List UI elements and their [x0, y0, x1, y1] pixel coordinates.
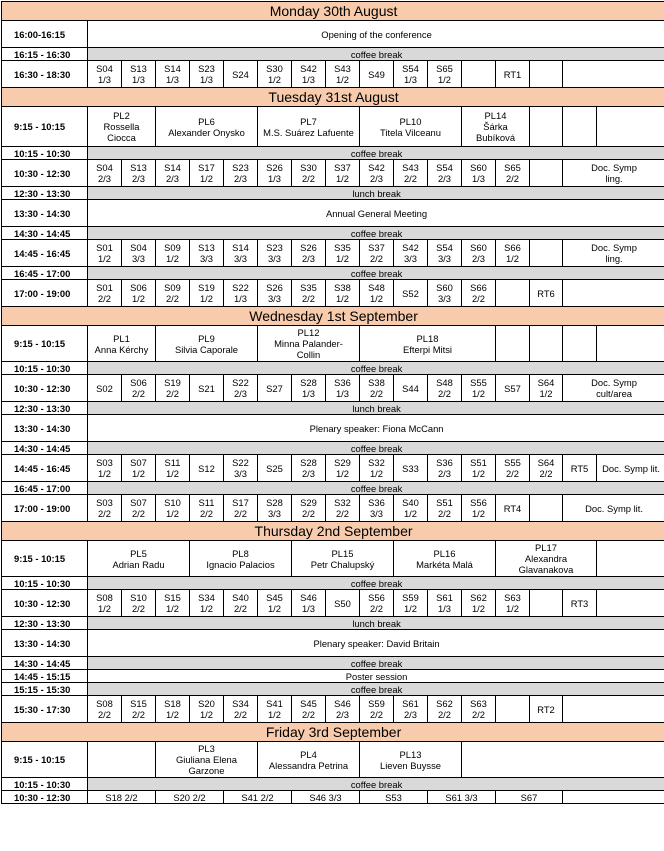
plenary-cell[interactable]: PL14 Šárka Bubíková — [462, 107, 530, 147]
session-cell[interactable]: S67 — [496, 791, 563, 804]
time-slot: 9:15 - 10:15 — [2, 541, 88, 577]
session-cell[interactable] — [597, 590, 664, 617]
break-label: coffee break — [88, 778, 664, 791]
conference-schedule-table — [1, 1, 664, 804]
session-cell[interactable] — [496, 280, 530, 307]
session-cell[interactable]: S66 2/2 — [462, 280, 496, 307]
plenary-cell[interactable]: PL4 Alessandra Petrina — [258, 742, 360, 778]
session-cell[interactable]: S04 3/3 — [122, 240, 156, 267]
session-cell[interactable]: S26 2/3 — [292, 240, 326, 267]
session-cell[interactable]: S56 2/2 — [360, 590, 394, 617]
session-cell[interactable]: S22 3/3 — [224, 455, 258, 482]
break-row — [2, 482, 664, 495]
time-slot: 15:30 - 17:30 — [2, 696, 88, 723]
plenary-cell[interactable] — [563, 107, 597, 147]
session-cell[interactable]: S46 3/3 — [292, 791, 360, 804]
session-cell[interactable]: S32 1/2 — [360, 455, 394, 482]
session-cell[interactable]: Doc. Symp lit. — [597, 455, 664, 482]
time-slot: 14:45 - 15:15 — [2, 670, 88, 683]
session-cell[interactable]: S46 2/3 — [326, 696, 360, 723]
time-slot: 17:00 - 19:00 — [2, 280, 88, 307]
event-label: Plenary speaker: David Britain — [88, 630, 664, 657]
time-slot: 16:15 - 16:30 — [2, 48, 88, 61]
time-slot: 9:15 - 10:15 — [2, 107, 88, 147]
session-cell[interactable]: S42 2/3 — [360, 160, 394, 187]
session-cell[interactable]: S28 1/3 — [292, 375, 326, 402]
session-cell[interactable]: S20 1/2 — [190, 696, 224, 723]
session-cell[interactable]: S04 1/3 — [88, 61, 122, 88]
plenary-cell[interactable]: PL7 M.S. Suárez Lafuente — [258, 107, 360, 147]
session-cell[interactable]: S56 1/2 — [462, 495, 496, 522]
session-cell[interactable]: S18 2/2 — [88, 791, 156, 804]
break-label: lunch break — [88, 617, 664, 630]
session-cell[interactable]: S26 3/3 — [258, 280, 292, 307]
break-label: coffee break — [88, 267, 664, 280]
break-label: coffee break — [88, 442, 664, 455]
break-label: coffee break — [88, 657, 664, 670]
session-cell[interactable]: Doc. Symp lit. — [563, 495, 664, 522]
session-cell[interactable]: S03 1/2 — [88, 455, 122, 482]
plenary-cell[interactable]: PL15 Petr Chalupský — [292, 541, 394, 577]
session-cell[interactable]: S46 1/3 — [292, 590, 326, 617]
session-cell[interactable]: S64 2/2 — [530, 455, 563, 482]
break-label: coffee break — [88, 482, 664, 495]
plenary-cell[interactable] — [496, 326, 530, 362]
session-cell[interactable]: S26 1/3 — [258, 160, 292, 187]
day-title: Friday 3rd September — [2, 723, 664, 742]
schedule-row — [2, 455, 664, 482]
session-cell[interactable]: S36 2/3 — [428, 455, 462, 482]
time-slot: 10:15 - 10:30 — [2, 147, 88, 160]
session-cell[interactable]: S42 1/3 — [292, 61, 326, 88]
day-title: Monday 30th August — [2, 2, 664, 21]
schedule-row — [2, 107, 664, 147]
session-cell[interactable]: RT5 — [563, 455, 597, 482]
plenary-cell[interactable]: PL10 Titela Vilceanu — [360, 107, 462, 147]
break-row — [2, 267, 664, 280]
time-slot: 10:30 - 12:30 — [2, 160, 88, 187]
time-slot: 12:30 - 13:30 — [2, 402, 88, 415]
plenary-cell[interactable] — [530, 326, 563, 362]
time-slot: 9:15 - 10:15 — [2, 742, 88, 778]
session-cell[interactable]: S12 — [190, 455, 224, 482]
break-row — [2, 657, 664, 670]
session-cell[interactable]: S35 2/2 — [292, 280, 326, 307]
session-cell[interactable]: S55 2/2 — [496, 455, 530, 482]
session-cell[interactable]: S23 3/3 — [258, 240, 292, 267]
session-cell[interactable]: S62 1/2 — [462, 590, 496, 617]
plenary-cell[interactable]: PL18 Efterpi Mitsi — [360, 326, 496, 362]
session-cell[interactable]: S29 1/2 — [326, 455, 360, 482]
session-cell[interactable]: S40 2/2 — [224, 590, 258, 617]
schedule-row — [2, 415, 664, 442]
break-row — [2, 778, 664, 791]
session-cell[interactable]: S54 1/3 — [394, 61, 428, 88]
session-cell[interactable]: S45 2/2 — [292, 696, 326, 723]
session-cell[interactable]: RT3 — [563, 590, 597, 617]
session-cell[interactable]: S61 3/3 — [428, 791, 496, 804]
schedule-row — [2, 696, 664, 723]
plenary-cell[interactable]: PL16 Markéta Malá — [394, 541, 496, 577]
schedule-row — [2, 791, 664, 804]
session-cell[interactable]: S41 2/2 — [224, 791, 292, 804]
session-cell[interactable]: S28 2/3 — [292, 455, 326, 482]
session-cell[interactable]: RT2 — [530, 696, 563, 723]
session-cell[interactable]: S43 1/2 — [326, 61, 360, 88]
day-header-row — [2, 307, 664, 326]
day-title: Wednesday 1st September — [2, 307, 664, 326]
session-cell[interactable]: S20 2/2 — [156, 791, 224, 804]
time-slot: 10:15 - 10:30 — [2, 577, 88, 590]
session-cell[interactable]: S61 1/3 — [428, 590, 462, 617]
time-slot: 16:30 - 18:30 — [2, 61, 88, 88]
time-slot: 10:30 - 12:30 — [2, 791, 88, 804]
session-cell[interactable]: S51 2/2 — [428, 495, 462, 522]
session-cell[interactable]: S61 2/3 — [394, 696, 428, 723]
break-row — [2, 362, 664, 375]
session-cell[interactable]: S66 1/2 — [496, 240, 530, 267]
schedule-row — [2, 495, 664, 522]
event-label: Annual General Meeting — [88, 200, 664, 227]
schedule-row — [2, 590, 664, 617]
event-label: Poster session — [88, 670, 664, 683]
session-cell[interactable]: S36 3/3 — [360, 495, 394, 522]
session-cell[interactable]: S22 1/3 — [224, 280, 258, 307]
session-cell[interactable]: S23 2/3 — [224, 160, 258, 187]
plenary-cell[interactable]: PL13 Lieven Buysse — [360, 742, 462, 778]
break-label: coffee break — [88, 227, 664, 240]
day-title: Thursday 2nd September — [2, 522, 664, 541]
session-cell[interactable]: S07 1/2 — [122, 455, 156, 482]
session-cell[interactable]: RT6 — [530, 280, 563, 307]
session-cell[interactable]: S41 1/2 — [258, 696, 292, 723]
session-cell[interactable]: S49 — [360, 61, 394, 88]
session-cell[interactable]: S27 — [258, 375, 292, 402]
session-cell[interactable]: S19 1/2 — [190, 280, 224, 307]
session-cell[interactable]: S09 2/2 — [156, 280, 190, 307]
session-cell[interactable]: S06 1/2 — [122, 280, 156, 307]
schedule-row — [2, 670, 664, 683]
session-cell[interactable]: S02 — [88, 375, 122, 402]
session-cell[interactable]: S37 2/2 — [360, 240, 394, 267]
session-cell[interactable]: Doc. Symp cult/area — [563, 375, 664, 402]
session-cell[interactable]: S11 2/2 — [190, 495, 224, 522]
time-slot: 17:00 - 19:00 — [2, 495, 88, 522]
day-header-row — [2, 88, 664, 107]
session-cell[interactable]: S43 2/2 — [394, 160, 428, 187]
session-cell[interactable]: RT4 — [496, 495, 530, 522]
break-label: coffee break — [88, 147, 664, 160]
session-cell[interactable]: S08 2/2 — [88, 696, 122, 723]
session-cell[interactable] — [530, 495, 563, 522]
break-label: coffee break — [88, 48, 664, 61]
session-cell[interactable]: S60 1/3 — [462, 160, 496, 187]
break-row — [2, 617, 664, 630]
plenary-cell[interactable]: PL12 Minna Palander- Collin — [258, 326, 360, 362]
session-cell[interactable]: S65 2/2 — [496, 160, 530, 187]
break-row — [2, 147, 664, 160]
plenary-cell[interactable] — [88, 742, 156, 778]
session-cell[interactable]: S63 1/2 — [496, 590, 530, 617]
day-title: Tuesday 31st August — [2, 88, 664, 107]
time-slot: 13:30 - 14:30 — [2, 630, 88, 657]
session-cell[interactable]: S18 1/2 — [156, 696, 190, 723]
schedule-row — [2, 200, 664, 227]
session-cell[interactable]: S59 2/2 — [360, 696, 394, 723]
time-slot: 12:30 - 13:30 — [2, 187, 88, 200]
session-cell[interactable]: S59 1/2 — [394, 590, 428, 617]
schedule-row — [2, 326, 664, 362]
plenary-cell[interactable]: PL17 Alexandra Glavanakova — [496, 541, 597, 577]
session-cell[interactable] — [563, 696, 664, 723]
session-cell[interactable]: S54 2/3 — [428, 160, 462, 187]
session-cell[interactable]: S21 — [190, 375, 224, 402]
session-cell[interactable]: S17 2/2 — [224, 495, 258, 522]
time-slot: 10:30 - 12:30 — [2, 590, 88, 617]
break-row — [2, 48, 664, 61]
session-cell[interactable] — [563, 791, 664, 804]
session-cell[interactable]: S06 2/2 — [122, 375, 156, 402]
session-cell[interactable] — [530, 160, 563, 187]
session-cell[interactable]: S08 1/2 — [88, 590, 122, 617]
plenary-cell[interactable]: PL6 Alexander Onysko — [156, 107, 258, 147]
break-label: coffee break — [88, 577, 664, 590]
session-cell[interactable]: S13 2/3 — [122, 160, 156, 187]
break-label: lunch break — [88, 402, 664, 415]
session-cell[interactable]: Doc. Symp ling. — [563, 160, 664, 187]
session-cell[interactable]: S15 2/2 — [122, 696, 156, 723]
break-label: coffee break — [88, 362, 664, 375]
session-cell[interactable]: S34 2/2 — [224, 696, 258, 723]
session-cell[interactable]: S03 2/2 — [88, 495, 122, 522]
session-cell[interactable]: S35 1/2 — [326, 240, 360, 267]
session-cell[interactable]: S29 2/2 — [292, 495, 326, 522]
session-cell[interactable]: S57 — [496, 375, 530, 402]
session-cell[interactable]: S10 2/2 — [122, 590, 156, 617]
session-cell[interactable] — [563, 61, 664, 88]
session-cell[interactable]: S48 1/2 — [360, 280, 394, 307]
session-cell[interactable]: S24 — [224, 61, 258, 88]
session-cell[interactable]: S11 1/2 — [156, 455, 190, 482]
session-cell[interactable]: S13 1/3 — [122, 61, 156, 88]
session-cell[interactable] — [563, 280, 664, 307]
session-cell[interactable]: S13 3/3 — [190, 240, 224, 267]
session-cell[interactable]: S14 1/3 — [156, 61, 190, 88]
session-cell[interactable]: S32 2/2 — [326, 495, 360, 522]
time-slot: 14:45 - 16:45 — [2, 240, 88, 267]
session-cell[interactable]: S38 2/2 — [360, 375, 394, 402]
break-row — [2, 442, 664, 455]
session-cell[interactable]: S40 1/2 — [394, 495, 428, 522]
session-cell[interactable]: S60 2/3 — [462, 240, 496, 267]
schedule-row — [2, 280, 664, 307]
time-slot: 10:15 - 10:30 — [2, 778, 88, 791]
break-row — [2, 402, 664, 415]
session-cell[interactable]: Doc. Symp ling. — [563, 240, 664, 267]
session-cell[interactable]: S15 1/2 — [156, 590, 190, 617]
session-cell[interactable]: S63 2/2 — [462, 696, 496, 723]
time-slot: 14:30 - 14:45 — [2, 442, 88, 455]
plenary-cell[interactable] — [563, 326, 597, 362]
schedule-row — [2, 375, 664, 402]
session-cell[interactable]: S14 2/3 — [156, 160, 190, 187]
schedule-row — [2, 742, 664, 778]
event-label: Opening of the conference — [88, 21, 664, 48]
session-cell[interactable]: S52 — [394, 280, 428, 307]
session-cell[interactable]: S42 3/3 — [394, 240, 428, 267]
break-row — [2, 227, 664, 240]
schedule-row — [2, 61, 664, 88]
session-cell[interactable]: S30 1/2 — [258, 61, 292, 88]
session-cell[interactable]: S01 1/2 — [88, 240, 122, 267]
break-row — [2, 187, 664, 200]
break-label: coffee break — [88, 683, 664, 696]
plenary-cell[interactable] — [462, 742, 664, 778]
break-row — [2, 683, 664, 696]
break-label: lunch break — [88, 187, 664, 200]
day-header-row — [2, 723, 664, 742]
time-slot: 14:30 - 14:45 — [2, 227, 88, 240]
session-cell[interactable]: S19 2/2 — [156, 375, 190, 402]
session-cell[interactable]: S60 3/3 — [428, 280, 462, 307]
schedule-row — [2, 21, 664, 48]
time-slot: 15:15 - 15:30 — [2, 683, 88, 696]
session-cell[interactable]: S37 1/2 — [326, 160, 360, 187]
schedule-row — [2, 160, 664, 187]
session-cell[interactable]: S25 — [258, 455, 292, 482]
plenary-cell[interactable]: PL3 Giuliana Elena Garzone — [156, 742, 258, 778]
time-slot: 16:00-16:15 — [2, 21, 88, 48]
session-cell[interactable]: S04 2/3 — [88, 160, 122, 187]
session-cell[interactable]: S14 3/3 — [224, 240, 258, 267]
session-cell[interactable]: S45 1/2 — [258, 590, 292, 617]
session-cell[interactable]: S65 1/2 — [428, 61, 462, 88]
time-slot: 10:15 - 10:30 — [2, 362, 88, 375]
session-cell[interactable]: S34 1/2 — [190, 590, 224, 617]
session-cell[interactable]: S53 — [360, 791, 428, 804]
time-slot: 16:45 - 17:00 — [2, 482, 88, 495]
time-slot: 14:45 - 16:45 — [2, 455, 88, 482]
time-slot: 13:30 - 14:30 — [2, 415, 88, 442]
time-slot: 9:15 - 10:15 — [2, 326, 88, 362]
time-slot: 10:30 - 12:30 — [2, 375, 88, 402]
session-cell[interactable]: RT1 — [496, 61, 530, 88]
session-cell[interactable]: S30 2/2 — [292, 160, 326, 187]
day-header-row — [2, 522, 664, 541]
plenary-cell[interactable]: PL1 Anna Kérchy — [88, 326, 156, 362]
session-cell[interactable]: S10 1/2 — [156, 495, 190, 522]
session-cell[interactable]: S38 1/2 — [326, 280, 360, 307]
session-cell[interactable]: S64 1/2 — [530, 375, 563, 402]
time-slot: 14:30 - 14:45 — [2, 657, 88, 670]
session-cell[interactable]: S07 2/2 — [122, 495, 156, 522]
session-cell[interactable] — [496, 696, 530, 723]
schedule-row — [2, 630, 664, 657]
break-row — [2, 577, 664, 590]
session-cell[interactable]: S01 2/2 — [88, 280, 122, 307]
session-cell[interactable]: S33 — [394, 455, 428, 482]
session-cell[interactable]: S22 2/3 — [224, 375, 258, 402]
session-cell[interactable]: S55 1/2 — [462, 375, 496, 402]
plenary-cell[interactable] — [597, 541, 664, 577]
session-cell[interactable]: S36 1/3 — [326, 375, 360, 402]
session-cell[interactable]: S28 3/3 — [258, 495, 292, 522]
time-slot: 12:30 - 13:30 — [2, 617, 88, 630]
plenary-cell[interactable]: PL5 Adrian Radu — [88, 541, 190, 577]
session-cell[interactable]: S51 1/2 — [462, 455, 496, 482]
session-cell[interactable]: S09 1/2 — [156, 240, 190, 267]
session-cell[interactable]: S54 3/3 — [428, 240, 462, 267]
session-cell[interactable]: S23 1/3 — [190, 61, 224, 88]
plenary-cell[interactable]: PL2 Rossella Ciocca — [88, 107, 156, 147]
session-cell[interactable]: S48 2/2 — [428, 375, 462, 402]
session-cell[interactable]: S62 2/2 — [428, 696, 462, 723]
session-cell[interactable]: S17 1/2 — [190, 160, 224, 187]
session-cell[interactable] — [462, 61, 496, 88]
day-header-row — [2, 2, 664, 21]
schedule-row — [2, 541, 664, 577]
plenary-cell[interactable] — [530, 107, 563, 147]
schedule-row — [2, 240, 664, 267]
plenary-cell[interactable]: PL8 Ignacio Palacios — [190, 541, 292, 577]
session-cell[interactable] — [530, 590, 563, 617]
plenary-cell[interactable]: PL9 Silvia Caporale — [156, 326, 258, 362]
session-cell[interactable] — [530, 240, 563, 267]
session-cell[interactable]: S50 — [326, 590, 360, 617]
event-label: Plenary speaker: Fiona McCann — [88, 415, 664, 442]
session-cell[interactable] — [530, 61, 563, 88]
time-slot: 16:45 - 17:00 — [2, 267, 88, 280]
time-slot: 13:30 - 14:30 — [2, 200, 88, 227]
session-cell[interactable]: S44 — [394, 375, 428, 402]
